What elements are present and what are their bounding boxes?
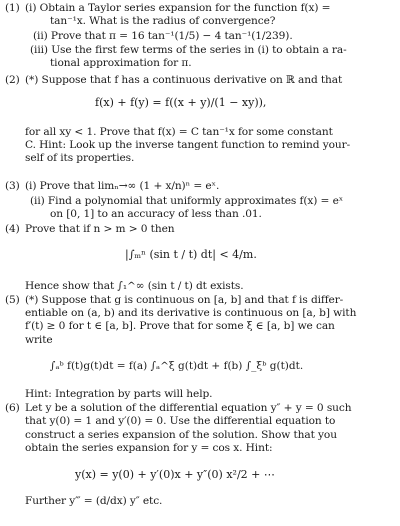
problem-5-equation: ∫ₐᵇ f(t)g(t)dt = f(a) ∫ₐ^ξ g(t)dt + f(b) ∫_ξᵇ g(t)dt. (50, 360, 304, 372)
problem-4-inequality: |∫ₘⁿ (sin t / t) dt| < 4/m. (125, 248, 257, 261)
problem-number: (3) (5, 180, 20, 192)
problem-6-series: y(x) = y(0) + y′(0)x + y″(0) x²/2 + ⋯ (75, 468, 275, 481)
problem-5-line-b: entiable on (a, b) and its derivative is continuous on [a, b] with (25, 307, 357, 319)
problem-number: (2) (5, 74, 20, 86)
problem-6-line-d: obtain the series expansion for y = cos x. Hint: (25, 442, 273, 454)
problem-1-part-i: (i) Obtain a Taylor series expansion for the function f(x) = (25, 2, 331, 14)
problem-2-statement: (*) Suppose that f has a continuous derivative on ℝ and that (25, 74, 343, 86)
problem-5-line-c: f′(t) ≥ 0 for t ∈ [a, b]. Prove that for some ξ ∈ [a, b] we can (25, 320, 335, 332)
problem-1-part-i-cont: tan⁻¹x. What is the radius of convergence? (50, 15, 276, 27)
problem-5-line-a: (*) Suppose that g is continuous on [a, b] and that f is differ- (25, 294, 344, 306)
problem-6-line-c: construct a series expansion of the solution. Show that you (25, 429, 337, 441)
problem-2-line-c: C. Hint: Look up the inverse tangent function to remind your- (25, 139, 351, 151)
problem-6-further: Further y‴ = (d/dx) y″ etc. (25, 495, 163, 507)
problem-number: (5) (5, 294, 20, 306)
problem-2-line-b: for all xy < 1. Prove that f(x) = C tan⁻¹x for some constant (25, 126, 333, 138)
problem-5-line-d: write (25, 334, 53, 346)
problem-1-part-iii: (iii) Use the first few terms of the series in (i) to obtain a ra- (30, 44, 347, 56)
problem-3-part-ii: (ii) Find a polynomial that uniformly approximates f(x) = eˣ (30, 195, 344, 207)
problem-2-line-d: self of its properties. (25, 152, 135, 164)
problem-6-line-a: Let y be a solution of the differential equation y″ + y = 0 such (25, 402, 352, 414)
problem-3-part-i: (i) Prove that limₙ→∞ (1 + x/n)ⁿ = eˣ. (25, 180, 220, 192)
problem-1-part-iii-cont: tional approximation for π. (50, 57, 192, 69)
problem-number: (6) (5, 402, 20, 414)
problem-number: (4) (5, 223, 20, 235)
problem-4-statement: Prove that if n > m > 0 then (25, 223, 175, 235)
problem-6-line-b: that y(0) = 1 and y′(0) = 0. Use the differential equation to (25, 415, 336, 427)
problem-5-hint: Hint: Integration by parts will help. (25, 388, 213, 400)
problem-3-part-ii-cont: on [0, 1] to an accuracy of less than .01. (50, 208, 262, 220)
problem-number: (1) (5, 2, 20, 14)
problem-4-line-b: Hence show that ∫₁^∞ (sin t / t) dt exists. (25, 280, 244, 292)
problem-1-part-ii: (ii) Prove that π = 16 tan⁻¹(1/5) − 4 tan⁻¹(1/239). (33, 30, 293, 42)
problem-2-equation: f(x) + f(y) = f((x + y)/(1 − xy)), (95, 96, 267, 109)
